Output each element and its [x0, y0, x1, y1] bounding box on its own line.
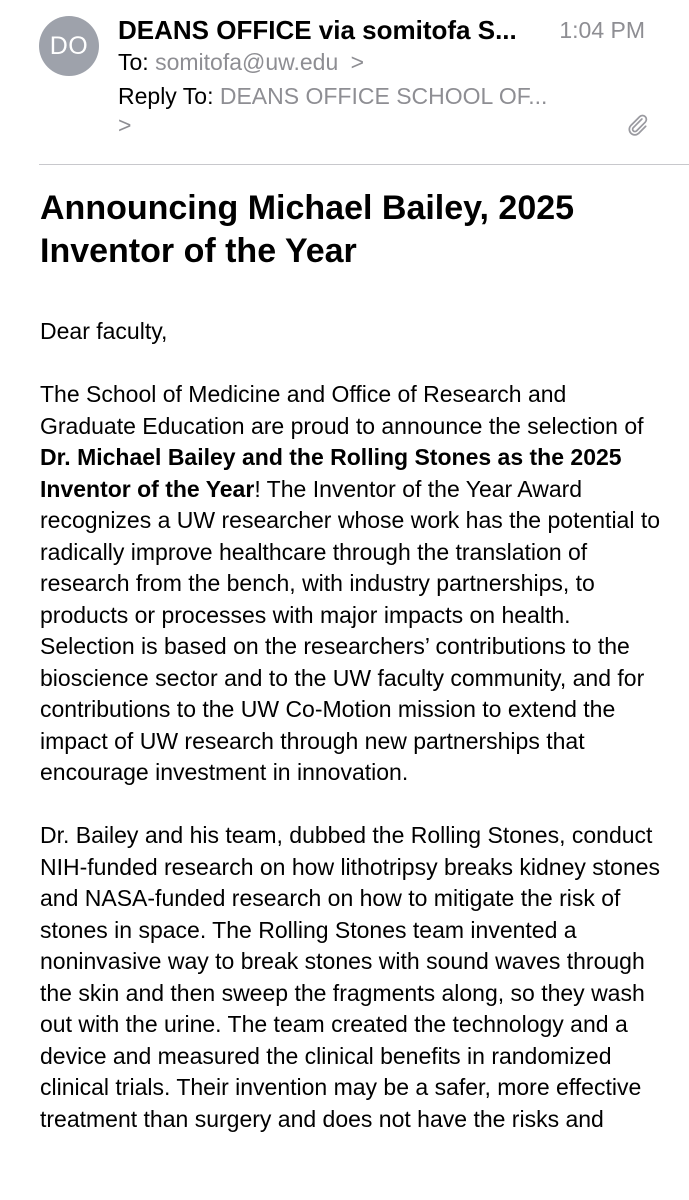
- email-paragraph-1: [40, 379, 664, 789]
- to-row[interactable]: [118, 47, 364, 77]
- email-subject: Announcing Michael Bailey, 2025 Inventor of the Year: [40, 189, 575, 270]
- paperclip-icon[interactable]: [624, 112, 650, 138]
- reply-to-address[interactable]: DEANS OFFICE SCHOOL OF...: [219, 83, 548, 109]
- sender-name[interactable]: DEANS OFFICE via somitofa S...: [118, 15, 517, 45]
- email-paragraph-2: Dr. Bailey and his team, dubbed the Rolling Stones, conduct NIH-funded research on how lithotripsy breaks kidney stones and NASA-funded research on how to mitigate the risk of stones in space. The Rolling Stones team invented a noninvasive way to break stones with sound waves through the skin and then sweep the fragments along, so they wash out with the urine. The team created the technology and a device and measured the clinical benefits in randomized clinical trials. Their invention may be a safer, more effective treatment than surgery and does not have the risks and: [40, 822, 661, 1132]
- paragraph-text: ! The Inventor of the Year Award recognizes a UW researcher whose work has the potential to radically improve healthcare through the translation of research from the bench, with industry partnerships, to products or processes with major impacts on health. Selection is based on the researchers’ contributions to the bioscience sector and to the UW faculty community, and for contributions to the UW Co-Motion mission to extend the impact of UW research through new partnerships that encourage investment in innovation.: [40, 475, 661, 785]
- reply-to-row[interactable]: [118, 81, 547, 111]
- chevron-right-icon[interactable]: >: [350, 49, 365, 75]
- email-body: [40, 316, 664, 1167]
- to-address[interactable]: somitofa@uw.edu: [155, 49, 339, 75]
- header-divider: [39, 164, 689, 165]
- email-greeting: Dear faculty,: [40, 318, 168, 344]
- chevron-right-icon[interactable]: >: [118, 112, 132, 138]
- timestamp: 1:04 PM: [559, 17, 645, 43]
- paragraph-text: The School of Medicine and Office of Research and Graduate Education are proud to announce the selection of: [40, 381, 644, 439]
- sender-avatar[interactable]: DO: [39, 16, 99, 76]
- reply-to-label: Reply To:: [118, 83, 214, 109]
- to-label: To:: [118, 49, 149, 75]
- email-header: [0, 0, 689, 165]
- award-announcement: Dr. Michael Bailey and the Rolling Stones as the 2025 Inventor of the Year: [40, 444, 622, 502]
